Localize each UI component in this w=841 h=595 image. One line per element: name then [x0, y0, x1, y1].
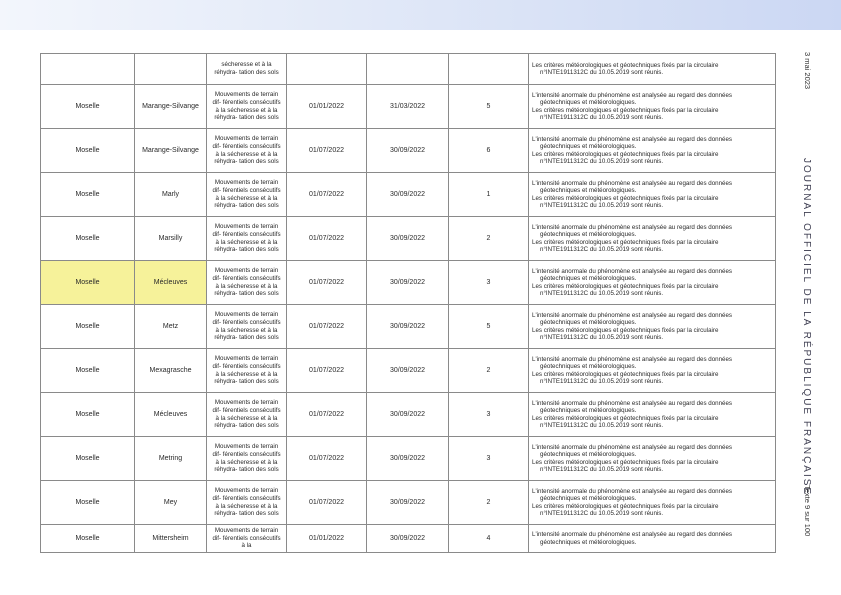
phenomene-line: tation des sols: [239, 158, 279, 166]
observations-line: géotechniques et météorologiques.: [540, 275, 637, 283]
fin-cell: 30/09/2022: [367, 393, 449, 437]
table-row: [41, 261, 776, 305]
observations-line: L'intensité anormale du phénomène est analysée au regard des données: [532, 487, 733, 495]
phenomene-line: tation des sols: [239, 510, 279, 518]
phenomene-line: sécheresse et à la réhydra-: [214, 61, 272, 76]
debut-cell: 01/07/2022: [287, 261, 367, 305]
phenomene-line: Mouvements de terrain dif-: [212, 135, 279, 150]
observations-line: n°INTE1911312C du 10.05.2019 sont réunis.: [540, 157, 664, 165]
commune-cell-highlighted: Mécleuves: [135, 261, 207, 305]
debut-cell: [287, 54, 367, 85]
phenomene-line: férentiels consécutifs à la: [215, 362, 281, 378]
commune-cell: Metz: [135, 305, 207, 349]
observations-line: géotechniques et météorologiques.: [540, 538, 637, 546]
observations-line: n°INTE1911312C du 10.05.2019 sont réunis.: [540, 421, 664, 429]
table-row: [41, 481, 776, 525]
observations-line: n°INTE1911312C du 10.05.2019 sont réunis.: [540, 465, 664, 473]
debut-cell: 01/07/2022: [287, 393, 367, 437]
observations-line: Les critères météorologiques et géotechniques fixés par la circulaire: [532, 414, 719, 422]
departement-cell: Moselle: [41, 129, 135, 173]
phenomene-cell: [207, 261, 287, 305]
observations-line: L'intensité anormale du phénomène est analysée au regard des données: [532, 267, 733, 275]
phenomene-line: férentiels consécutifs à la: [215, 142, 281, 158]
phenomene-line: sécheresse et à la réhydra-: [214, 326, 278, 342]
observations-line: n°INTE1911312C du 10.05.2019 sont réunis.: [540, 509, 664, 517]
fin-cell: 30/09/2022: [367, 129, 449, 173]
departement-cell: [41, 54, 135, 85]
observations-line: L'intensité anormale du phénomène est analysée au regard des données: [532, 399, 733, 407]
phenomene-line: férentiels consécutifs à la: [215, 318, 281, 334]
observations-line: géotechniques et météorologiques.: [540, 363, 637, 371]
publication-date: 3 mai 2023: [803, 52, 812, 90]
nombre-cell: 2: [449, 217, 529, 261]
debut-cell: 01/07/2022: [287, 129, 367, 173]
departement-cell-highlighted: Moselle: [41, 261, 135, 305]
commune-cell: Metring: [135, 437, 207, 481]
nombre-cell: 2: [449, 481, 529, 525]
phenomene-line: férentiels consécutifs à la: [215, 494, 281, 510]
commune-cell: [135, 54, 207, 85]
observations-cell: [529, 393, 776, 437]
phenomene-line: sécheresse et à la réhydra-: [214, 238, 278, 254]
fin-cell: 31/03/2022: [367, 85, 449, 129]
phenomene-cell: [207, 217, 287, 261]
commune-cell: Marsilly: [135, 217, 207, 261]
nombre-cell: 2: [449, 349, 529, 393]
observations-line: géotechniques et météorologiques.: [540, 187, 637, 195]
observations-line: n°INTE1911312C du 10.05.2019 sont réunis.: [540, 69, 664, 76]
observations-cell: [529, 305, 776, 349]
fin-cell: 30/09/2022: [367, 525, 449, 553]
debut-cell: 01/07/2022: [287, 305, 367, 349]
observations-line: n°INTE1911312C du 10.05.2019 sont réunis.: [540, 333, 664, 341]
phenomene-line: tation des sols: [239, 114, 279, 122]
departement-cell: Moselle: [41, 217, 135, 261]
debut-cell: 01/01/2022: [287, 525, 367, 553]
observations-cell: [529, 481, 776, 525]
phenomene-line: tation des sols: [239, 378, 279, 386]
observations-line: géotechniques et météorologiques.: [540, 451, 637, 459]
departement-cell: Moselle: [41, 393, 135, 437]
departement-cell: Moselle: [41, 437, 135, 481]
debut-cell: 01/07/2022: [287, 437, 367, 481]
observations-line: L'intensité anormale du phénomène est analysée au regard des données: [532, 355, 733, 363]
table-row: [41, 349, 776, 393]
observations-cell: [529, 217, 776, 261]
observations-line: L'intensité anormale du phénomène est analysée au regard des données: [532, 531, 733, 539]
nombre-cell: 6: [449, 129, 529, 173]
table-row: [41, 305, 776, 349]
nombre-cell: 4: [449, 525, 529, 553]
observations-cell: [529, 437, 776, 481]
phenomene-line: sécheresse et à la réhydra-: [214, 194, 278, 210]
phenomene-line: Mouvements de terrain dif-: [212, 179, 279, 194]
observations-line: géotechniques et météorologiques.: [540, 407, 637, 415]
commune-cell: Mittersheim: [135, 525, 207, 553]
observations-cell: [529, 54, 776, 85]
journal-title: JOURNAL OFFICIEL DE LA RÉPUBLIQUE FRANÇAISE: [801, 158, 812, 497]
phenomene-line: sécheresse et à la réhydra-: [214, 414, 278, 430]
phenomene-cell: [207, 173, 287, 217]
phenomene-line: tation des sols: [239, 69, 279, 76]
phenomene-line: sécheresse et à la réhydra-: [214, 502, 278, 518]
table-row: [41, 173, 776, 217]
phenomene-line: férentiels consécutifs à la: [215, 98, 281, 114]
observations-line: géotechniques et météorologiques.: [540, 231, 637, 239]
fin-cell: 30/09/2022: [367, 217, 449, 261]
phenomene-line: Mouvements de terrain dif-: [212, 487, 279, 502]
table-row: [41, 85, 776, 129]
observations-line: n°INTE1911312C du 10.05.2019 sont réunis.: [540, 245, 664, 253]
observations-line: n°INTE1911312C du 10.05.2019 sont réunis.: [540, 377, 664, 385]
table-row: [41, 54, 776, 85]
commune-cell: Marange-Silvange: [135, 129, 207, 173]
phenomene-line: Mouvements de terrain dif-: [212, 267, 279, 282]
scan-edge-band: [0, 0, 841, 30]
observations-line: Les critères météorologiques et géotechniques fixés par la circulaire: [532, 458, 719, 466]
observations-cell: [529, 85, 776, 129]
table-row: [41, 129, 776, 173]
debut-cell: 01/07/2022: [287, 481, 367, 525]
nombre-cell: 3: [449, 393, 529, 437]
observations-line: géotechniques et météorologiques.: [540, 99, 637, 107]
fin-cell: [367, 54, 449, 85]
commune-cell: Marange-Silvange: [135, 85, 207, 129]
observations-cell: [529, 173, 776, 217]
phenomene-line: sécheresse et à la réhydra-: [214, 150, 278, 166]
observations-line: Les critères météorologiques et géotechniques fixés par la circulaire: [532, 370, 719, 378]
phenomene-line: sécheresse et à la réhydra-: [214, 458, 278, 474]
page-indicator: Texte 9 sur 100: [803, 485, 812, 537]
observations-line: L'intensité anormale du phénomène est analysée au regard des données: [532, 311, 733, 319]
phenomene-cell: [207, 437, 287, 481]
phenomene-line: sécheresse et à la réhydra-: [214, 370, 278, 386]
phenomene-line: tation des sols: [239, 246, 279, 254]
phenomene-line: Mouvements de terrain dif-: [212, 355, 279, 370]
nombre-cell: 5: [449, 85, 529, 129]
observations-line: Les critères météorologiques et géotechniques fixés par la circulaire: [532, 61, 719, 69]
debut-cell: 01/07/2022: [287, 217, 367, 261]
fin-cell: 30/09/2022: [367, 173, 449, 217]
departement-cell: Moselle: [41, 85, 135, 129]
phenomene-line: férentiels consécutifs à la: [215, 230, 281, 246]
phenomene-cell: [207, 85, 287, 129]
observations-line: L'intensité anormale du phénomène est analysée au regard des données: [532, 91, 733, 99]
nombre-cell: [449, 54, 529, 85]
observations-line: Les critères météorologiques et géotechniques fixés par la circulaire: [532, 150, 719, 158]
departement-cell: Moselle: [41, 525, 135, 553]
observations-line: Les critères météorologiques et géotechniques fixés par la circulaire: [532, 238, 719, 246]
phenomene-cell: [207, 481, 287, 525]
nombre-cell: 3: [449, 261, 529, 305]
phenomene-cell: [207, 305, 287, 349]
observations-cell: [529, 129, 776, 173]
observations-line: géotechniques et météorologiques.: [540, 495, 637, 503]
phenomene-line: férentiels consécutifs à la: [215, 450, 281, 466]
nombre-cell: 5: [449, 305, 529, 349]
fin-cell: 30/09/2022: [367, 481, 449, 525]
phenomene-line: Mouvements de terrain dif-: [212, 91, 279, 106]
commune-cell: Mey: [135, 481, 207, 525]
phenomene-line: sécheresse et à la réhydra-: [214, 282, 278, 298]
phenomene-line: férentiels consécutifs à la: [222, 534, 281, 550]
fin-cell: 30/09/2022: [367, 437, 449, 481]
phenomene-line: Mouvements de terrain dif-: [212, 527, 279, 542]
observations-line: Les critères météorologiques et géotechniques fixés par la circulaire: [532, 502, 719, 510]
observations-cell: [529, 261, 776, 305]
fin-cell: 30/09/2022: [367, 349, 449, 393]
phenomene-line: férentiels consécutifs à la: [215, 406, 281, 422]
departement-cell: Moselle: [41, 305, 135, 349]
fin-cell: 30/09/2022: [367, 261, 449, 305]
observations-line: L'intensité anormale du phénomène est analysée au regard des données: [532, 135, 733, 143]
phenomene-cell: [207, 129, 287, 173]
phenomene-line: Mouvements de terrain dif-: [212, 399, 279, 414]
fin-cell: 30/09/2022: [367, 305, 449, 349]
commune-cell: Mécleuves: [135, 393, 207, 437]
table-row: [41, 525, 776, 553]
observations-line: L'intensité anormale du phénomène est analysée au regard des données: [532, 223, 733, 231]
phenomene-cell: [207, 349, 287, 393]
observations-line: n°INTE1911312C du 10.05.2019 sont réunis.: [540, 113, 664, 121]
phenomene-cell: [207, 393, 287, 437]
phenomene-line: Mouvements de terrain dif-: [212, 311, 279, 326]
phenomene-line: tation des sols: [239, 422, 279, 430]
commune-cell: Marly: [135, 173, 207, 217]
observations-line: Les critères météorologiques et géotechniques fixés par la circulaire: [532, 194, 719, 202]
observations-line: n°INTE1911312C du 10.05.2019 sont réunis.: [540, 201, 664, 209]
debut-cell: 01/01/2022: [287, 85, 367, 129]
table-row: [41, 217, 776, 261]
debut-cell: 01/07/2022: [287, 173, 367, 217]
phenomene-cell: [207, 525, 287, 553]
observations-line: géotechniques et météorologiques.: [540, 319, 637, 327]
phenomene-line: tation des sols: [239, 466, 279, 474]
observations-line: L'intensité anormale du phénomène est analysée au regard des données: [532, 443, 733, 451]
phenomene-cell: [207, 54, 287, 85]
nombre-cell: 1: [449, 173, 529, 217]
nombre-cell: 3: [449, 437, 529, 481]
phenomene-line: tation des sols: [239, 334, 279, 342]
commune-cell: Mexagrasche: [135, 349, 207, 393]
phenomene-line: Mouvements de terrain dif-: [212, 443, 279, 458]
table-row: [41, 393, 776, 437]
observations-line: Les critères météorologiques et géotechniques fixés par la circulaire: [532, 282, 719, 290]
observations-line: n°INTE1911312C du 10.05.2019 sont réunis.: [540, 289, 664, 297]
observations-line: L'intensité anormale du phénomène est analysée au regard des données: [532, 179, 733, 187]
phenomene-line: férentiels consécutifs à la: [215, 186, 281, 202]
phenomene-line: tation des sols: [239, 202, 279, 210]
observations-cell: [529, 525, 776, 553]
observations-cell: [529, 349, 776, 393]
observations-line: Les critères météorologiques et géotechniques fixés par la circulaire: [532, 106, 719, 114]
phenomene-line: férentiels consécutifs à la: [215, 274, 281, 290]
departement-cell: Moselle: [41, 481, 135, 525]
arrete-communes-table: [40, 53, 776, 553]
debut-cell: 01/07/2022: [287, 349, 367, 393]
phenomene-line: tation des sols: [239, 290, 279, 298]
phenomene-line: Mouvements de terrain dif-: [212, 223, 279, 238]
departement-cell: Moselle: [41, 173, 135, 217]
observations-line: Les critères météorologiques et géotechniques fixés par la circulaire: [532, 326, 719, 334]
observations-line: géotechniques et météorologiques.: [540, 143, 637, 151]
table-row: [41, 437, 776, 481]
phenomene-line: sécheresse et à la réhydra-: [214, 106, 278, 122]
departement-cell: Moselle: [41, 349, 135, 393]
